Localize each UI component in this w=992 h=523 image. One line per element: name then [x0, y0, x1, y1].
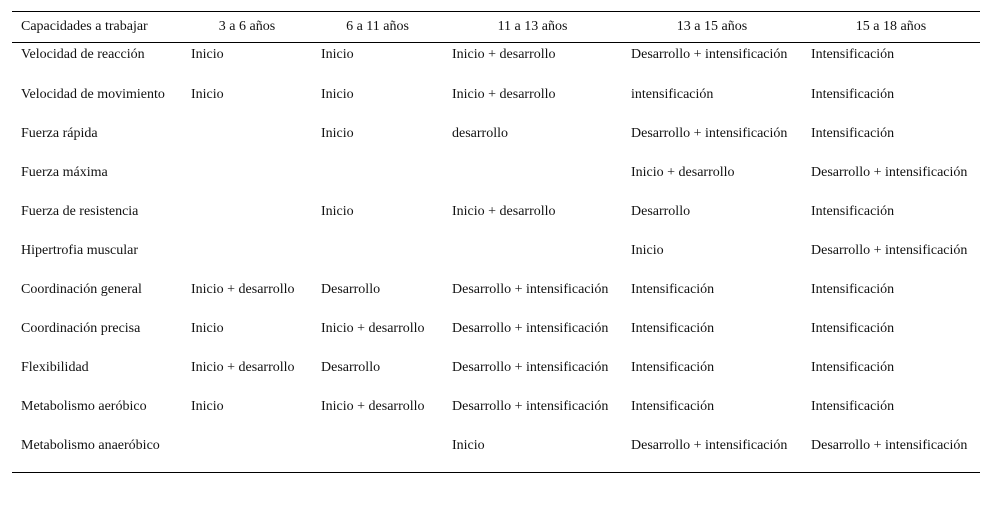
- cell-age-6-11: Inicio: [321, 125, 354, 141]
- header-11-13: 11 a 13 años: [443, 12, 622, 43]
- table-row: [12, 277, 980, 316]
- cell-capacidad: Flexibilidad: [21, 359, 89, 375]
- cell-age-15-18: Desarrollo + intensificación: [811, 242, 968, 258]
- cell-age-6-11: [312, 238, 443, 277]
- cell-age-15-18: Intensificación: [811, 125, 895, 141]
- header-13-15: 13 a 15 años: [622, 12, 802, 43]
- cell-age-13-15: Desarrollo + intensificación: [622, 433, 802, 473]
- cell-age-11-13: Desarrollo + intensificación: [452, 398, 609, 414]
- table-row: [12, 43, 980, 82]
- cell-age-11-13: Desarrollo + intensificación: [452, 320, 609, 336]
- cell-age-15-18: Desarrollo + intensificación: [802, 433, 980, 473]
- cell-age-15-18: Intensificación: [811, 203, 895, 219]
- cell-age-6-11: Inicio + desarrollo: [321, 320, 425, 336]
- cell-age-3-6: [182, 160, 312, 199]
- cell-age-11-13: Inicio: [443, 433, 622, 473]
- cell-age-13-15: intensificación: [631, 86, 714, 102]
- cell-age-13-15: Desarrollo + intensificación: [631, 47, 788, 62]
- cell-age-11-13: [443, 238, 622, 277]
- cell-age-11-13: [443, 160, 622, 199]
- cell-age-15-18: Intensificación: [811, 86, 895, 102]
- cell-capacidad: Velocidad de reacción: [21, 47, 145, 62]
- table-row: [12, 316, 980, 355]
- header-6-11: 6 a 11 años: [312, 12, 443, 43]
- cell-capacidad: Metabolismo anaeróbico: [12, 433, 182, 473]
- table-header: [12, 12, 980, 43]
- cell-age-3-6: [182, 121, 312, 160]
- cell-age-13-15: Desarrollo: [631, 203, 691, 219]
- cell-age-13-15: Intensificación: [631, 398, 715, 414]
- cell-capacidad: Fuerza máxima: [21, 164, 108, 180]
- cell-age-3-6: [182, 199, 312, 238]
- cell-age-15-18: Intensificación: [811, 359, 895, 375]
- table-row: [12, 199, 980, 238]
- cell-capacidad: Fuerza de resistencia: [21, 203, 139, 219]
- cell-age-11-13: Desarrollo + intensificación: [452, 359, 609, 375]
- cell-age-6-11: Inicio + desarrollo: [321, 398, 425, 414]
- cell-age-6-11: Inicio: [321, 47, 354, 62]
- cell-age-11-13: Inicio + desarrollo: [452, 47, 556, 62]
- cell-age-6-11: Inicio: [321, 86, 354, 102]
- cell-age-3-6: [182, 238, 312, 277]
- cell-age-15-18: Intensificación: [811, 320, 895, 336]
- header-row: [12, 12, 980, 43]
- table-row: [12, 82, 980, 121]
- cell-age-6-11: Desarrollo: [321, 359, 381, 375]
- cell-age-13-15: Intensificación: [631, 359, 715, 375]
- table-row: [12, 160, 980, 199]
- header-15-18: 15 a 18 años: [802, 12, 980, 43]
- capacities-table: [12, 11, 980, 473]
- cell-age-13-15: Desarrollo + intensificación: [631, 125, 788, 141]
- cell-age-6-11: [312, 433, 443, 473]
- cell-age-13-15: Intensificación: [631, 281, 715, 297]
- header-capacidades: Capacidades a trabajar: [12, 12, 182, 43]
- cell-capacidad: Coordinación precisa: [21, 320, 141, 336]
- cell-age-15-18: Intensificación: [811, 47, 895, 62]
- table-row: [12, 394, 980, 433]
- cell-age-11-13: Inicio + desarrollo: [452, 86, 556, 102]
- cell-age-3-6: Inicio: [191, 47, 224, 62]
- cell-age-3-6: Inicio + desarrollo: [191, 281, 295, 297]
- table-row: [12, 355, 980, 394]
- table-body: [12, 43, 980, 473]
- cell-age-3-6: Inicio + desarrollo: [191, 359, 295, 375]
- cell-age-3-6: [182, 433, 312, 473]
- cell-age-6-11: Desarrollo: [321, 281, 381, 297]
- cell-age-3-6: Inicio: [191, 398, 224, 414]
- cell-age-13-15: Intensificación: [631, 320, 715, 336]
- cell-age-6-11: Inicio: [321, 203, 354, 219]
- table-row: [12, 121, 980, 160]
- cell-age-13-15: Inicio + desarrollo: [631, 164, 735, 180]
- cell-age-6-11: [312, 160, 443, 199]
- cell-capacidad: Fuerza rápida: [21, 125, 98, 141]
- cell-age-15-18: Desarrollo + intensificación: [811, 164, 968, 180]
- cell-age-15-18: Intensificación: [811, 398, 895, 414]
- header-3-6: 3 a 6 años: [182, 12, 312, 43]
- cell-age-13-15: Inicio: [631, 242, 664, 258]
- table-container: [12, 11, 980, 473]
- cell-age-11-13: Desarrollo + intensificación: [452, 281, 609, 297]
- cell-age-15-18: Intensificación: [811, 281, 895, 297]
- cell-age-11-13: desarrollo: [452, 125, 508, 141]
- table-row: [12, 238, 980, 277]
- cell-capacidad: Velocidad de movimiento: [21, 86, 165, 102]
- table-row: [12, 433, 980, 473]
- cell-capacidad: Coordinación general: [21, 281, 142, 297]
- cell-age-3-6: Inicio: [191, 320, 224, 336]
- cell-age-3-6: Inicio: [191, 86, 224, 102]
- cell-age-11-13: Inicio + desarrollo: [452, 203, 556, 219]
- cell-capacidad: Hipertrofia muscular: [21, 242, 139, 258]
- cell-capacidad: Metabolismo aeróbico: [21, 398, 147, 414]
